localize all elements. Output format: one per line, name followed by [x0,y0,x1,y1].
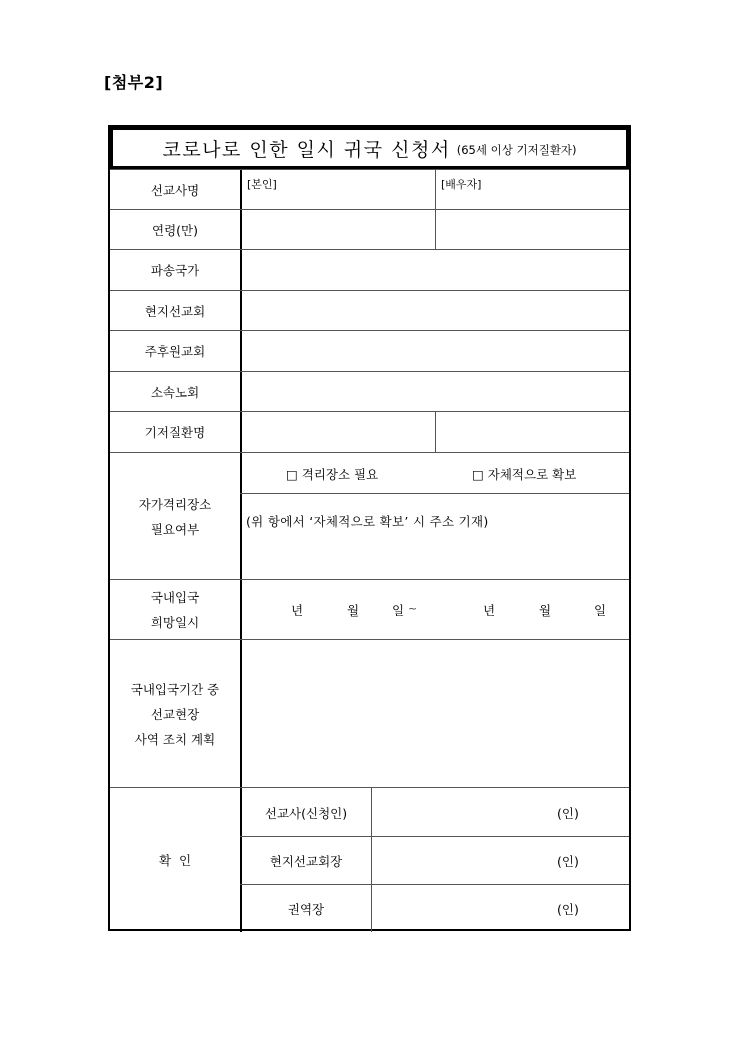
end-month-label: 월 [539,603,552,618]
row-local-council [110,290,629,331]
row-age [110,209,629,250]
confirm-role-council-head: 현지선교회장 [269,854,343,869]
row-presbytery [110,371,629,412]
form-subtitle: (65세 이상 기저질환자) [456,143,577,157]
label-country: 파송국가 [110,250,242,291]
confirm-divider [240,884,629,885]
local-council-field[interactable] [242,291,629,331]
label-plan-line2: 선교현장 [150,706,200,722]
form-title: 코로나로 인한 일시 귀국 신청서 [162,138,451,161]
country-field[interactable] [242,250,629,291]
plan-field[interactable] [242,640,629,788]
start-day-label: 일 [392,603,405,618]
row-missionary-name [110,169,629,210]
missionary-self-field[interactable] [242,170,435,210]
quarantine-divider [240,493,629,494]
form-title-box [110,127,629,169]
start-month-label: 월 [347,603,360,618]
label-support-church: 주후원교회 [110,331,242,372]
date-range-tilde: ~ [408,602,418,615]
disease-self-field[interactable] [242,412,435,453]
label-missionary-name: 선교사명 [110,170,242,210]
label-presbytery: 소속노회 [110,372,242,412]
self-tag: [본인] [247,178,277,191]
presbytery-field[interactable] [242,372,629,412]
disease-spouse-field[interactable] [436,412,629,453]
seal-council-head[interactable]: (인) [557,854,579,869]
label-quarantine-line2: 필요여부 [150,521,200,537]
support-church-field[interactable] [242,331,629,372]
row-support-church [110,330,629,372]
label-disease: 기저질환명 [110,412,242,453]
quarantine-address-note: (위 항에서 ‘자체적으로 확보’ 시 주소 기재) [246,514,489,529]
seal-region-head[interactable]: (인) [557,902,579,917]
confirm-divider [240,836,629,837]
end-day-label: 일 [594,603,607,618]
label-age: 연령(만) [110,210,242,250]
option-quarantine-self[interactable]: □ 자체적으로 확보 [472,467,577,482]
row-country [110,249,629,291]
row-confirm [110,787,629,932]
end-year-label: 년 [483,603,496,618]
label-plan-line3: 사역 조치 계획 [134,731,216,747]
label-entry-date-line1: 국내입국 [150,590,200,605]
start-year-label: 년 [291,603,304,618]
label-quarantine-line1: 자가격리장소 [138,496,212,512]
label-local-council: 현지선교회 [110,291,242,331]
row-entry-date [110,579,629,640]
row-plan [110,639,629,788]
confirm-role-region-head: 권역장 [287,902,325,917]
label-entry-date-line2: 희망일시 [150,615,200,630]
confirm-role-applicant: 선교사(신청인) [264,806,348,821]
label-plan-line1: 국내입국기간 중 [130,681,220,697]
attachment-label: [첨부2] [104,73,164,92]
age-self-field[interactable] [242,210,435,250]
option-quarantine-needed[interactable]: □ 격리장소 필요 [286,467,379,482]
row-disease [110,411,629,453]
application-form [108,125,631,931]
spouse-tag: [배우자] [441,178,482,191]
confirm-column-divider [371,788,372,932]
label-quarantine [110,453,242,580]
row-quarantine [110,452,629,580]
label-confirm: 확 인 [110,788,242,932]
label-entry-date [110,580,242,640]
age-spouse-field[interactable] [436,210,629,250]
seal-applicant[interactable]: (인) [557,806,579,821]
missionary-spouse-field[interactable] [436,170,629,210]
label-plan [110,640,242,788]
